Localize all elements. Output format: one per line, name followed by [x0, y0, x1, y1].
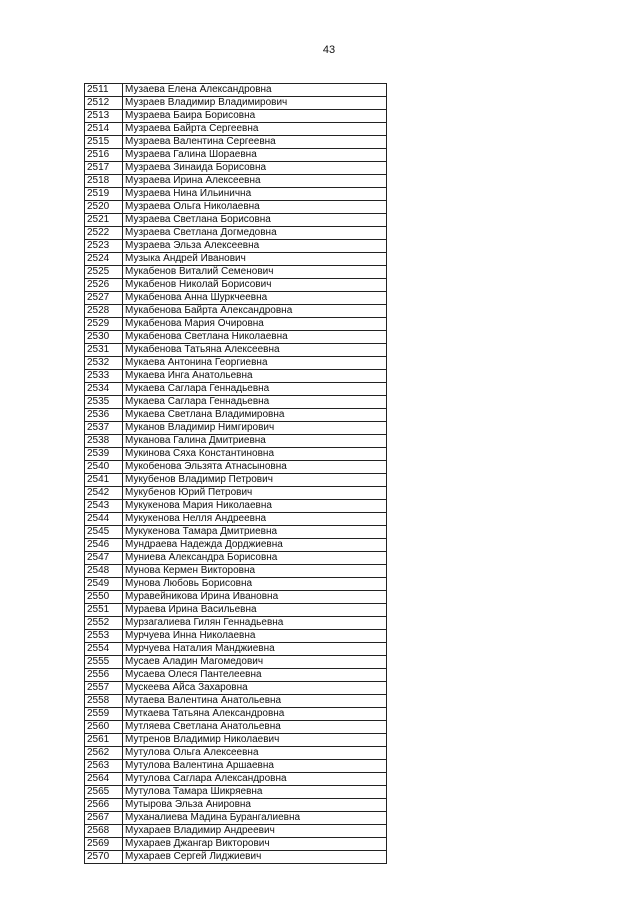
person-name: Мухараев Сергей Лиджиевич — [123, 851, 387, 864]
row-number: 2551 — [85, 604, 123, 617]
row-number: 2526 — [85, 279, 123, 292]
row-number: 2528 — [85, 305, 123, 318]
table-row — [85, 383, 387, 396]
person-name: Музраева Ольга Николаевна — [123, 201, 387, 214]
table-row — [85, 214, 387, 227]
table-row — [85, 240, 387, 253]
row-number: 2523 — [85, 240, 123, 253]
row-number: 2519 — [85, 188, 123, 201]
row-number: 2530 — [85, 331, 123, 344]
row-number: 2560 — [85, 721, 123, 734]
person-name: Мусаева Олеся Пантелеевна — [123, 669, 387, 682]
row-number: 2543 — [85, 500, 123, 513]
row-number: 2562 — [85, 747, 123, 760]
person-name: Музраева Зинаида Борисовна — [123, 162, 387, 175]
person-name: Мукабенова Мария Очировна — [123, 318, 387, 331]
table-row — [85, 708, 387, 721]
person-name: Муканова Галина Дмитриевна — [123, 435, 387, 448]
person-name: Мутулова Валентина Аршаевна — [123, 760, 387, 773]
table-row — [85, 136, 387, 149]
row-number: 2535 — [85, 396, 123, 409]
table-row — [85, 448, 387, 461]
name-list-body — [85, 84, 387, 864]
person-name: Мутулова Ольга Алексеевна — [123, 747, 387, 760]
person-name: Мураева Ирина Васильевна — [123, 604, 387, 617]
person-name: Музраева Светлана Борисовна — [123, 214, 387, 227]
row-number: 2558 — [85, 695, 123, 708]
table-row — [85, 227, 387, 240]
row-number: 2546 — [85, 539, 123, 552]
person-name: Мунова Кермен Викторовна — [123, 565, 387, 578]
table-row — [85, 370, 387, 383]
person-name: Мурчуева Наталия Манджиевна — [123, 643, 387, 656]
person-name: Мукаева Инга Анатольевна — [123, 370, 387, 383]
table-row — [85, 747, 387, 760]
person-name: Мукаева Саглара Геннадьевна — [123, 396, 387, 409]
row-number: 2555 — [85, 656, 123, 669]
table-row — [85, 604, 387, 617]
person-name: Мукукенова Нелля Андреевна — [123, 513, 387, 526]
person-name: Муткаева Татьяна Александровна — [123, 708, 387, 721]
row-number: 2570 — [85, 851, 123, 864]
row-number: 2548 — [85, 565, 123, 578]
person-name: Мухараев Джангар Викторович — [123, 838, 387, 851]
table-row — [85, 630, 387, 643]
person-name: Мутляева Светлана Анатольевна — [123, 721, 387, 734]
row-number: 2541 — [85, 474, 123, 487]
table-row — [85, 279, 387, 292]
person-name: Мукукенова Тамара Дмитриевна — [123, 526, 387, 539]
row-number: 2532 — [85, 357, 123, 370]
person-name: Мукабенов Виталий Семенович — [123, 266, 387, 279]
person-name: Мухараев Владимир Андреевич — [123, 825, 387, 838]
row-number: 2557 — [85, 682, 123, 695]
row-number: 2566 — [85, 799, 123, 812]
person-name: Муханалиева Мадина Бурангалиевна — [123, 812, 387, 825]
row-number: 2542 — [85, 487, 123, 500]
table-row — [85, 617, 387, 630]
person-name: Мукабенова Татьяна Алексеевна — [123, 344, 387, 357]
person-name: Музраева Эльза Алексеевна — [123, 240, 387, 253]
person-name: Музраева Ирина Алексеевна — [123, 175, 387, 188]
row-number: 2522 — [85, 227, 123, 240]
table-row — [85, 799, 387, 812]
person-name: Муканов Владимир Нимгирович — [123, 422, 387, 435]
row-number: 2556 — [85, 669, 123, 682]
row-number: 2547 — [85, 552, 123, 565]
row-number: 2539 — [85, 448, 123, 461]
table-row — [85, 539, 387, 552]
table-row — [85, 422, 387, 435]
person-name: Мукубенов Владимир Петрович — [123, 474, 387, 487]
table-row — [85, 825, 387, 838]
person-name: Мусаев Аладин Магомедович — [123, 656, 387, 669]
row-number: 2529 — [85, 318, 123, 331]
row-number: 2544 — [85, 513, 123, 526]
table-row — [85, 786, 387, 799]
table-row — [85, 513, 387, 526]
table-row — [85, 123, 387, 136]
person-name: Мукабенова Байрта Александровна — [123, 305, 387, 318]
table-row — [85, 578, 387, 591]
table-row — [85, 591, 387, 604]
row-number: 2549 — [85, 578, 123, 591]
person-name: Мукинова Сяха Константиновна — [123, 448, 387, 461]
row-number: 2516 — [85, 149, 123, 162]
table-row — [85, 357, 387, 370]
person-name: Музраева Байрта Сергеевна — [123, 123, 387, 136]
row-number: 2517 — [85, 162, 123, 175]
table-row — [85, 318, 387, 331]
table-row — [85, 656, 387, 669]
person-name: Мукобенова Эльзята Атнасыновна — [123, 461, 387, 474]
row-number: 2559 — [85, 708, 123, 721]
row-number: 2521 — [85, 214, 123, 227]
table-row — [85, 344, 387, 357]
row-number: 2553 — [85, 630, 123, 643]
person-name: Музраева Валентина Сергеевна — [123, 136, 387, 149]
person-name: Мутырова Эльза Анировна — [123, 799, 387, 812]
row-number: 2540 — [85, 461, 123, 474]
table-row — [85, 760, 387, 773]
table-row — [85, 253, 387, 266]
person-name: Мукабенова Светлана Николаевна — [123, 331, 387, 344]
table-row — [85, 149, 387, 162]
row-number: 2565 — [85, 786, 123, 799]
person-name: Музраева Баира Борисовна — [123, 110, 387, 123]
table-row — [85, 188, 387, 201]
table-row — [85, 84, 387, 97]
table-row — [85, 526, 387, 539]
table-row — [85, 110, 387, 123]
table-row — [85, 201, 387, 214]
row-number: 2514 — [85, 123, 123, 136]
row-number: 2533 — [85, 370, 123, 383]
person-name: Мутулова Саглара Александровна — [123, 773, 387, 786]
table-row — [85, 669, 387, 682]
table-row — [85, 409, 387, 422]
row-number: 2561 — [85, 734, 123, 747]
row-number: 2531 — [85, 344, 123, 357]
person-name: Мурзагалиева Гилян Геннадьевна — [123, 617, 387, 630]
row-number: 2536 — [85, 409, 123, 422]
row-number: 2520 — [85, 201, 123, 214]
person-name: Мутренов Владимир Николаевич — [123, 734, 387, 747]
table-row — [85, 175, 387, 188]
table-row — [85, 851, 387, 864]
table-row — [85, 487, 387, 500]
row-number: 2564 — [85, 773, 123, 786]
row-number: 2511 — [85, 84, 123, 97]
row-number: 2534 — [85, 383, 123, 396]
person-name: Мукукенова Мария Николаевна — [123, 500, 387, 513]
table-row — [85, 162, 387, 175]
person-name: Мукаева Светлана Владимировна — [123, 409, 387, 422]
table-row — [85, 500, 387, 513]
row-number: 2545 — [85, 526, 123, 539]
row-number: 2515 — [85, 136, 123, 149]
table-row — [85, 552, 387, 565]
row-number: 2569 — [85, 838, 123, 851]
person-name: Мукаева Антонина Георгиевна — [123, 357, 387, 370]
person-name: Мутаева Валентина Анатольевна — [123, 695, 387, 708]
table-row — [85, 812, 387, 825]
table-row — [85, 474, 387, 487]
table-row — [85, 396, 387, 409]
row-number: 2512 — [85, 97, 123, 110]
row-number: 2567 — [85, 812, 123, 825]
person-name: Мукабенова Анна Шуркчеевна — [123, 292, 387, 305]
row-number: 2563 — [85, 760, 123, 773]
person-name: Мурчуева Инна Николаевна — [123, 630, 387, 643]
table-row — [85, 773, 387, 786]
table-row — [85, 565, 387, 578]
table-row — [85, 461, 387, 474]
person-name: Мутулова Тамара Шикряевна — [123, 786, 387, 799]
person-name: Мукабенов Николай Борисович — [123, 279, 387, 292]
person-name: Мундраева Надежда Дорджиевна — [123, 539, 387, 552]
table-row — [85, 734, 387, 747]
row-number: 2527 — [85, 292, 123, 305]
name-list-table — [84, 83, 387, 864]
row-number: 2554 — [85, 643, 123, 656]
page-number: 43 — [322, 44, 336, 56]
row-number: 2538 — [85, 435, 123, 448]
person-name: Мукубенов Юрий Петрович — [123, 487, 387, 500]
person-name: Музраева Галина Шораевна — [123, 149, 387, 162]
person-name: Муравейникова Ирина Ивановна — [123, 591, 387, 604]
table-row — [85, 305, 387, 318]
row-number: 2550 — [85, 591, 123, 604]
table-row — [85, 695, 387, 708]
row-number: 2537 — [85, 422, 123, 435]
table-row — [85, 682, 387, 695]
table-row — [85, 292, 387, 305]
table-row — [85, 643, 387, 656]
table-row — [85, 435, 387, 448]
row-number: 2518 — [85, 175, 123, 188]
person-name: Муниева Александра Борисовна — [123, 552, 387, 565]
person-name: Мускеева Айса Захаровна — [123, 682, 387, 695]
row-number: 2513 — [85, 110, 123, 123]
person-name: Музыка Андрей Иванович — [123, 253, 387, 266]
table-row — [85, 838, 387, 851]
row-number: 2524 — [85, 253, 123, 266]
table-row — [85, 97, 387, 110]
table-row — [85, 721, 387, 734]
person-name: Мунова Любовь Борисовна — [123, 578, 387, 591]
row-number: 2525 — [85, 266, 123, 279]
table-row — [85, 266, 387, 279]
person-name: Мукаева Саглара Геннадьевна — [123, 383, 387, 396]
person-name: Музаева Елена Александровна — [123, 84, 387, 97]
person-name: Музраев Владимир Владимирович — [123, 97, 387, 110]
person-name: Музраева Нина Ильинична — [123, 188, 387, 201]
row-number: 2568 — [85, 825, 123, 838]
row-number: 2552 — [85, 617, 123, 630]
person-name: Музраева Светлана Догмедовна — [123, 227, 387, 240]
table-row — [85, 331, 387, 344]
